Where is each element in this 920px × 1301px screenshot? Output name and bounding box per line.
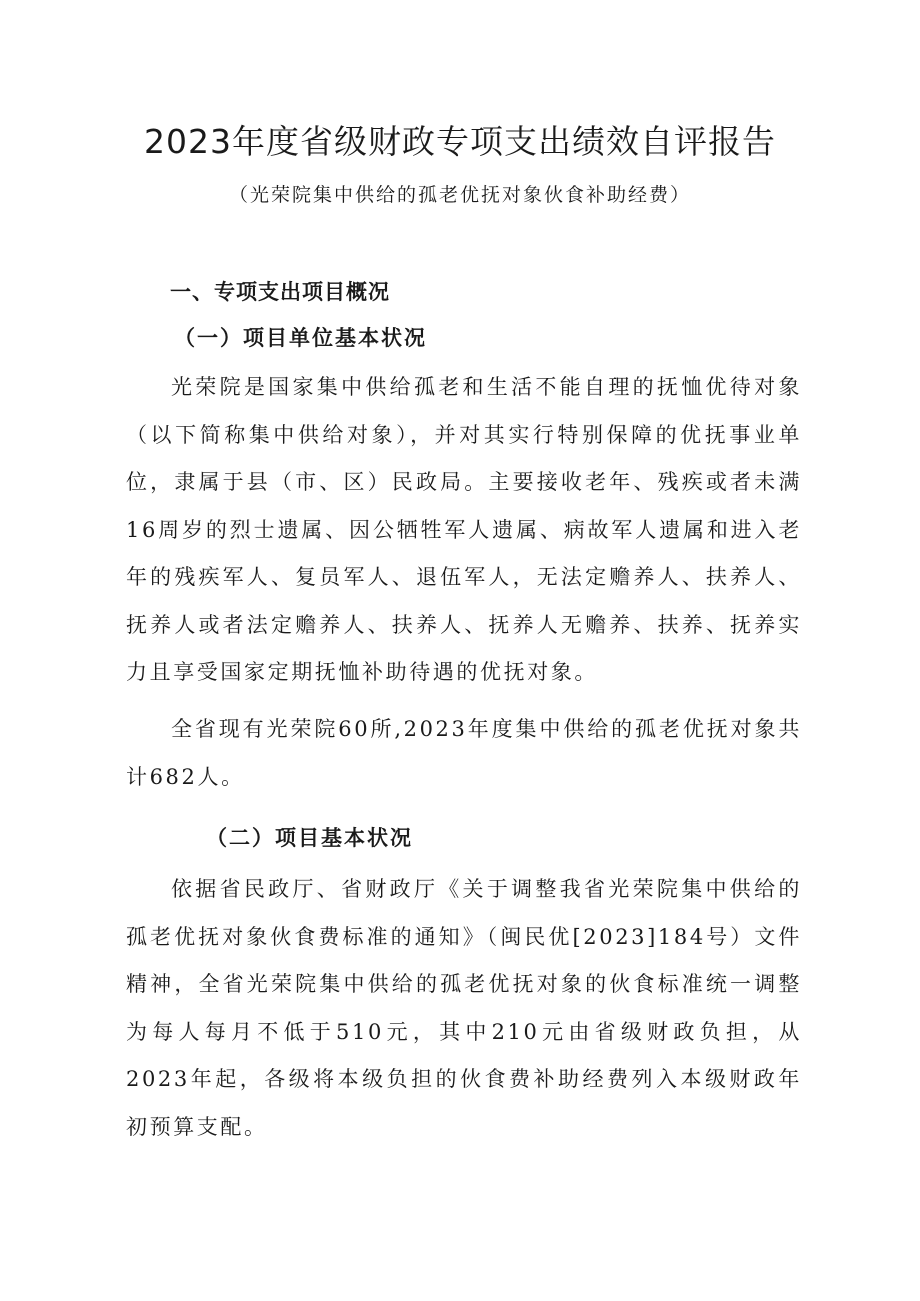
subsection-1-heading: （一）项目单位基本状况 <box>174 325 427 350</box>
subsection-2-heading: （二）项目基本状况 <box>206 825 413 850</box>
document-title: 2023年度省级财政专项支出绩效自评报告 <box>144 122 776 161</box>
subsection-1-paragraph-1: 光荣院是国家集中供给孤老和生活不能自理的抚恤优待对象（以下简称集中供给对象），并对其实行特别保障的优抚事业单位，隶属于县（市、区）民政局。主要接收老年、残疾或者未满16周岁的烈士遗属、因公牺牲军人遗属、病故军人遗属和进入老年的残疾军人、复员军人、退伍军人，无法定赡养人、扶养人、抚养人或者法定赡养人、扶养人、抚养人无赡养、扶养、抚养实力且享受国家定期抚恤补助待遇的优抚对象。 <box>126 375 802 684</box>
document-subtitle: （光荣院集中供给的孤老优抚对象伙食补助经费） <box>228 184 691 206</box>
section-1-heading: 一、专项支出项目概况 <box>170 280 390 304</box>
subsection-2-paragraph-1: 依据省民政厅、省财政厅《关于调整我省光荣院集中供给的孤老优抚对象伙食费标准的通知》（闽民优[2023]184号）文件精神，全省光荣院集中供给的孤老优抚对象的伙食标准统一调整为每人每月不低于510元，其中210元由省级财政负担，从2023年起，各级将本级负担的伙食费补助经费列入本级财政年初预算支配。 <box>126 877 802 1139</box>
subsection-1-paragraph-2: 全省现有光荣院60所,2023年度集中供给的孤老优抚对象共计682人。 <box>126 717 802 789</box>
